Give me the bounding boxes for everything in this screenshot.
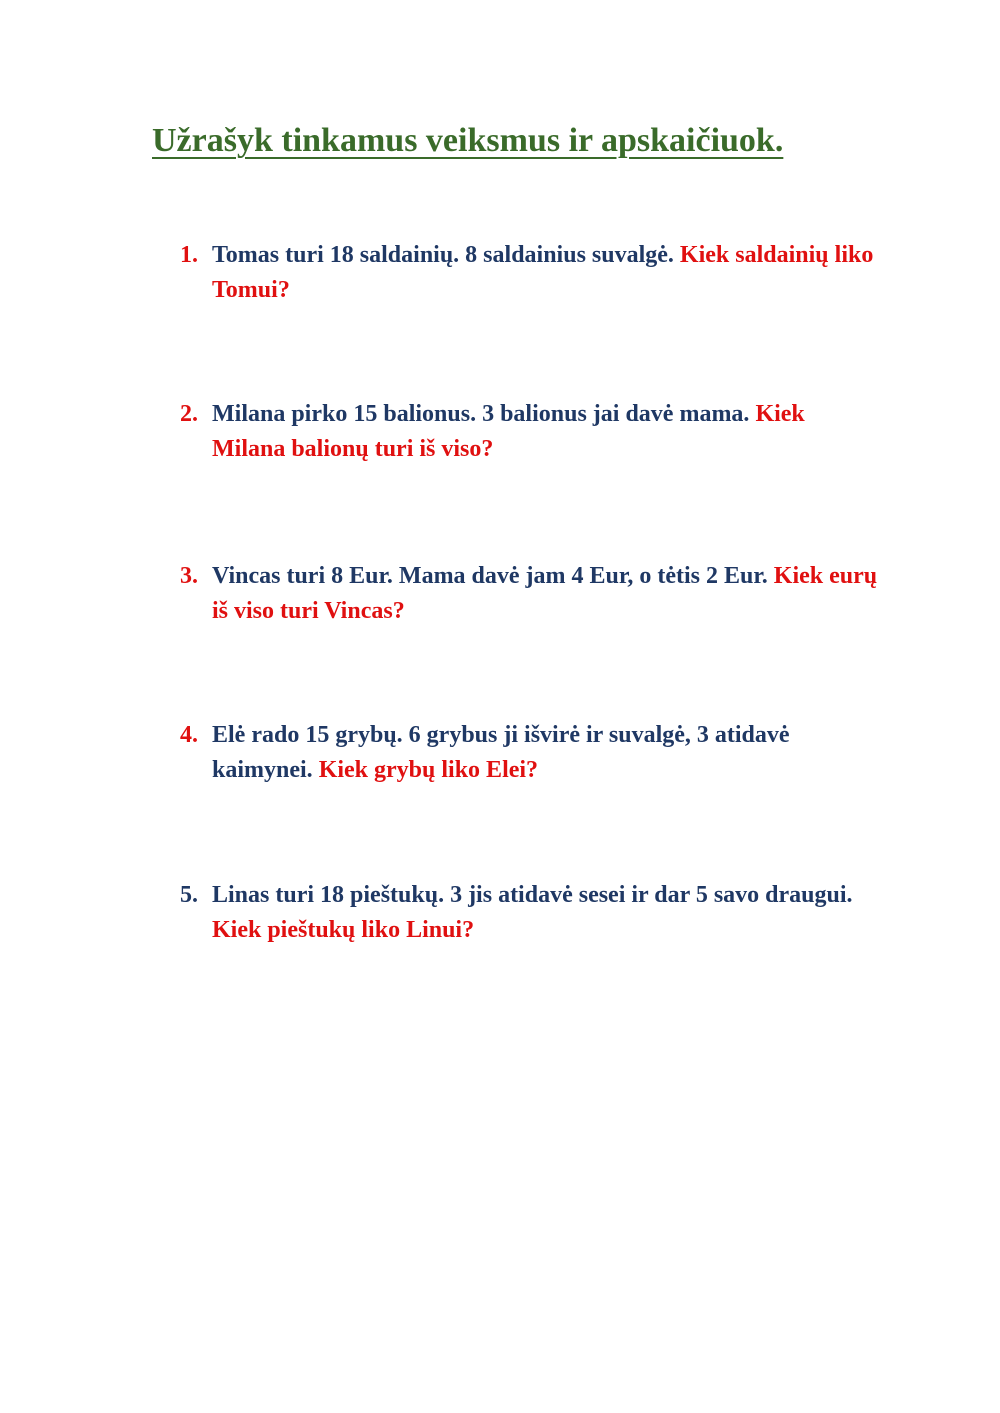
task-statement: Linas turi 18 pieštukų. 3 jis atidavė sesei ir dar 5 savo draugui. <box>212 882 853 908</box>
task-number: 2. <box>180 401 198 427</box>
task-question: Kiek saldainių liko Tomui? <box>212 242 874 303</box>
task-item-2 <box>180 397 880 467</box>
task-number: 3. <box>180 563 198 589</box>
task-item-1 <box>180 238 880 308</box>
task-number: 1. <box>180 242 198 268</box>
task-statement: Vincas turi 8 Eur. Mama davė jam 4 Eur, o tėtis 2 Eur. <box>212 563 768 589</box>
task-statement: Milana pirko 15 balionus. 3 balionus jai davė mama. <box>212 401 750 427</box>
task-number: 4. <box>180 722 198 748</box>
task-number: 5. <box>180 882 198 908</box>
task-item-3 <box>180 559 880 629</box>
task-question: Kiek pieštukų liko Linui? <box>212 917 475 943</box>
task-item-5 <box>180 878 880 948</box>
task-question: Kiek eurų iš viso turi Vincas? <box>212 563 878 624</box>
task-statement: Tomas turi 18 saldainių. 8 saldainius suvalgė. <box>212 242 674 268</box>
task-question: Kiek grybų liko Elei? <box>318 757 539 783</box>
task-statement: Elė rado 15 grybų. 6 grybus ji išvirė ir suvalgė, 3 atidavė kaimynei. <box>212 722 790 783</box>
page-title: Užrašyk tinkamus veiksmus ir apskaičiuok. <box>152 122 784 159</box>
task-question: Kiek Milana balionų turi iš viso? <box>212 401 805 462</box>
task-item-4 <box>180 718 880 788</box>
